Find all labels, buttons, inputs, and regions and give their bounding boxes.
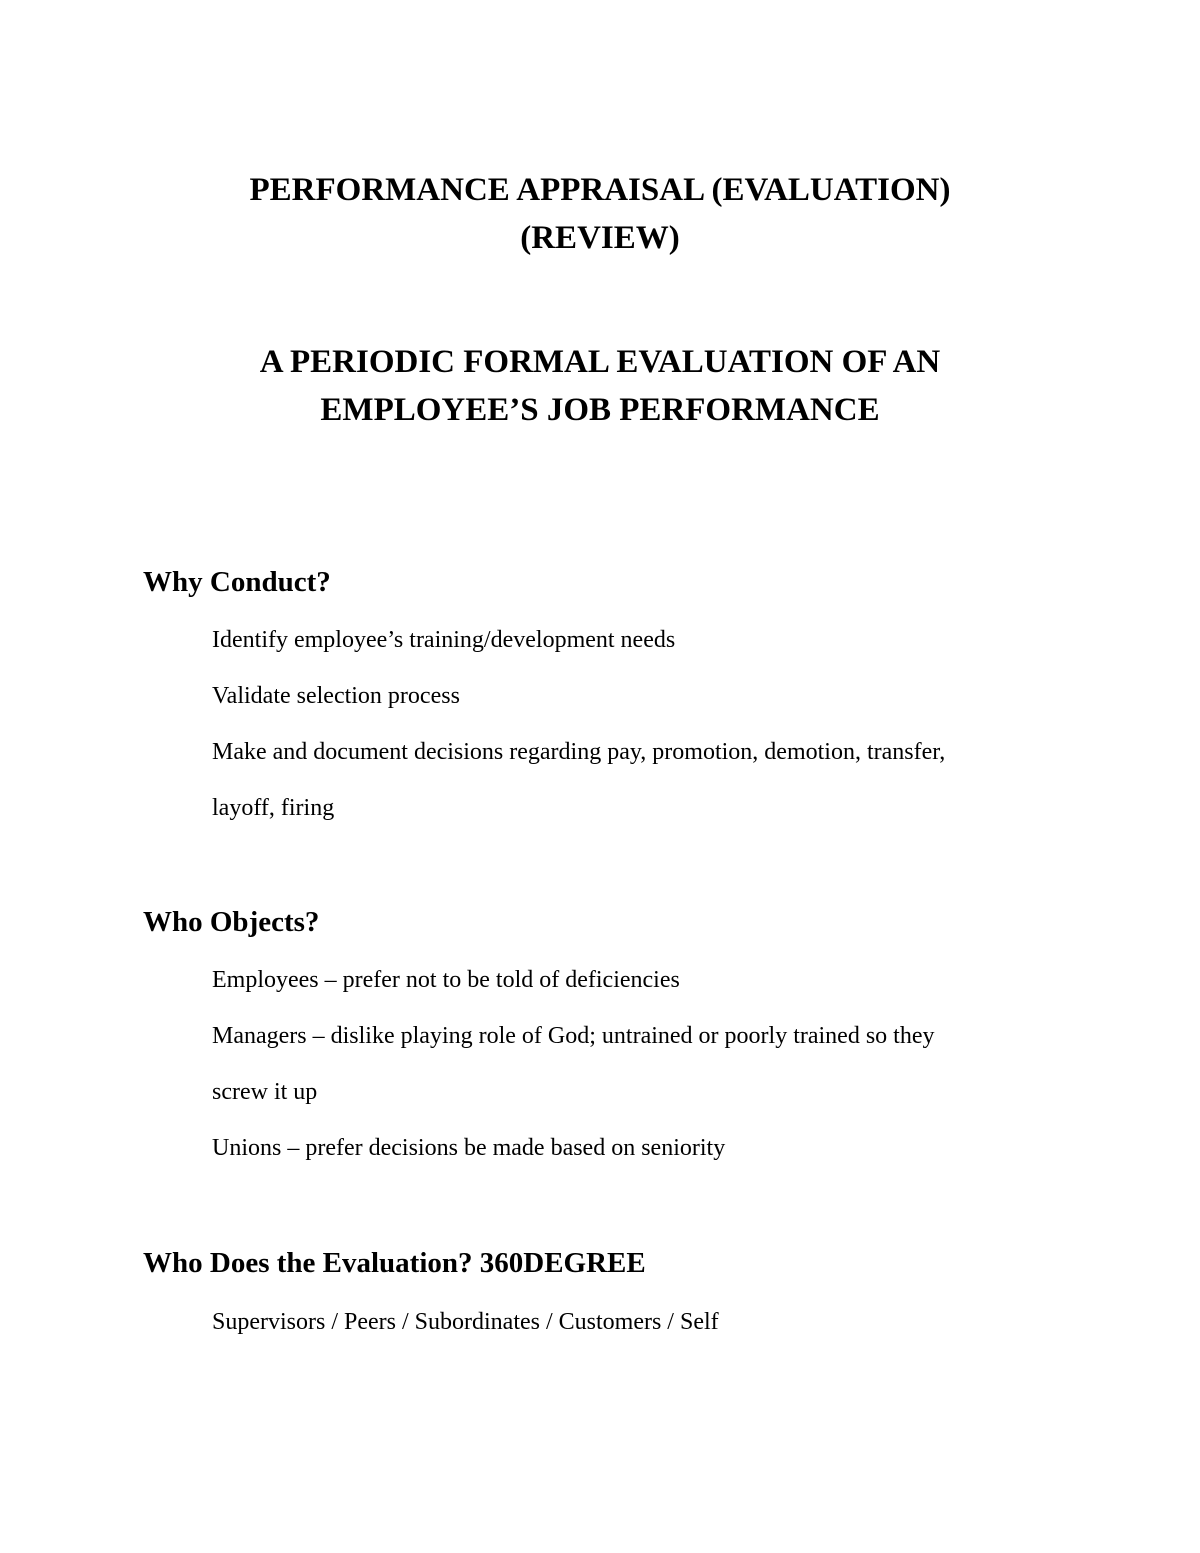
list-item: Employees – prefer not to be told of deficiencies bbox=[212, 967, 680, 993]
list-item: Unions – prefer decisions be made based on seniority bbox=[212, 1135, 726, 1161]
list-item: screw it up bbox=[212, 1079, 318, 1105]
list-item: Validate selection process bbox=[212, 683, 460, 709]
section-heading-who-objects: Who Objects? bbox=[143, 906, 320, 938]
title-line-1: PERFORMANCE APPRAISAL (EVALUATION) bbox=[249, 172, 951, 208]
subtitle-line-2: EMPLOYEE’S JOB PERFORMANCE bbox=[320, 392, 880, 428]
list-item: Make and document decisions regarding pay, promotion, demotion, transfer, bbox=[212, 739, 946, 765]
list-item: Identify employee’s training/development needs bbox=[212, 627, 676, 653]
title-line-2: (REVIEW) bbox=[520, 220, 680, 256]
section-heading-why-conduct: Why Conduct? bbox=[143, 566, 331, 598]
list-item: Managers – dislike playing role of God; untrained or poorly trained so they bbox=[212, 1023, 935, 1049]
section-heading-who-does-evaluation: Who Does the Evaluation? 360DEGREE bbox=[143, 1247, 646, 1279]
list-item: Supervisors / Peers / Subordinates / Customers / Self bbox=[212, 1309, 719, 1335]
document-title bbox=[0, 166, 1200, 262]
list-item: layoff, firing bbox=[212, 795, 335, 821]
subtitle-line-1: A PERIODIC FORMAL EVALUATION OF AN bbox=[259, 344, 941, 380]
document-subtitle bbox=[0, 338, 1200, 434]
